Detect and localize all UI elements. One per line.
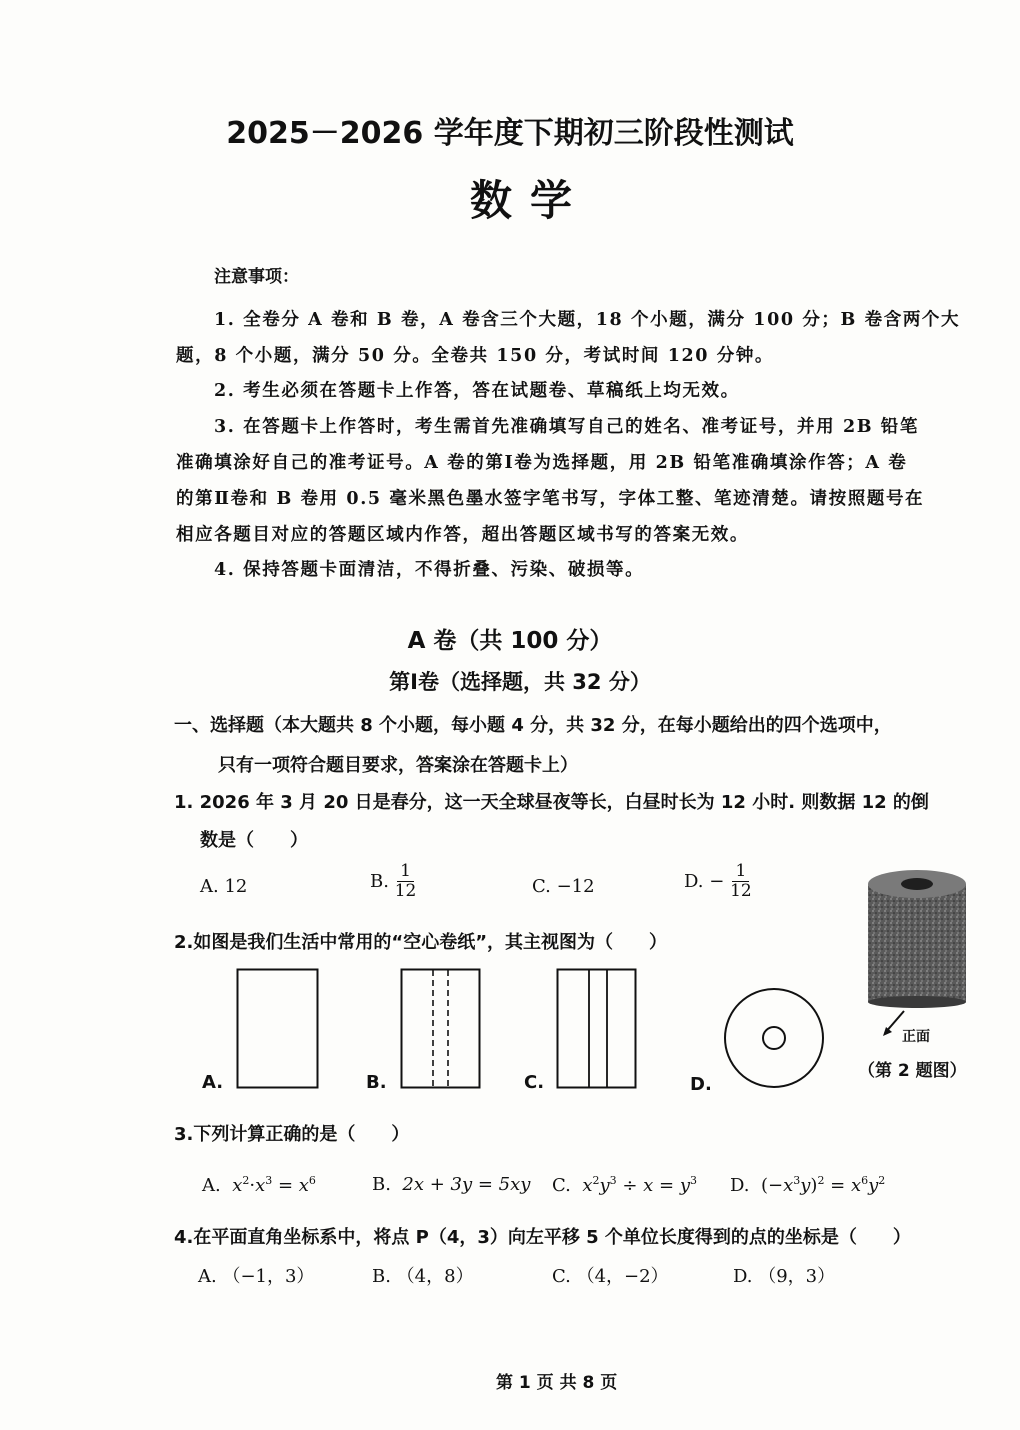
q2-option-c-label: C. xyxy=(524,1072,545,1093)
q4-text: 4.在平面直角坐标系中，将点 P（4，3）向左平移 5 个单位长度得到的点的坐标是（ ） xyxy=(174,1227,911,1248)
section-instructions-1: 一、选择题（本大题共 8 个小题，每小题 4 分，共 32 分，在每小题给出的四个选项中， xyxy=(174,715,892,736)
q3-option-c-label: C. xyxy=(552,1175,571,1196)
q3-text: 3.下列计算正确的是（ ） xyxy=(174,1124,410,1145)
q1-option-b-label: B. xyxy=(370,871,389,892)
notice-line-4: 3. 在答题卡上作答时，考生需首先准确填写自己的姓名、准考证号，并用 2B 铅笔 xyxy=(214,417,920,437)
q2-option-d-label: D. xyxy=(690,1074,712,1095)
notice-line-5: 准确填涂好自己的准考证号。A 卷的第Ⅰ卷为选择题，用 2B 铅笔准确填涂作答；A 卷 xyxy=(176,453,908,473)
q1-text-line1: 1. 2026 年 3 月 20 日是春分，这一天全球昼夜等长，白昼时长为 12 小时. 则数据 12 的倒 xyxy=(174,792,929,813)
q1-option-d-label: D. − xyxy=(684,871,725,892)
q3-option-b-expression: 2x + 3y = 5xy xyxy=(402,1174,531,1195)
q2-figure-caption: （第 2 题图） xyxy=(858,1061,967,1081)
q3-option-a-label: A. xyxy=(202,1175,221,1196)
q2-text: 2.如图是我们生活中常用的“空心卷纸”，其主视图为（ ） xyxy=(174,932,668,953)
notice-heading: 注意事项： xyxy=(214,267,299,287)
q1-option-a: A. 12 xyxy=(200,876,248,897)
volume-heading: A 卷（共 100 分） xyxy=(407,628,613,654)
exam-title: 2025－2026 学年度下期初三阶段性测试 xyxy=(226,116,794,151)
notice-line-7: 相应各题目对应的答题区域内作答，超出答题区域书写的答案无效。 xyxy=(176,525,749,545)
q1-d-numerator: 1 xyxy=(732,862,749,882)
q2-option-b-label: B. xyxy=(366,1072,387,1093)
q1-text-line2: 数是（ ） xyxy=(200,830,308,851)
q1-d-denominator: 12 xyxy=(730,881,752,901)
q4-option-c: C. （4，−2） xyxy=(552,1266,669,1287)
q4-option-d: D. （9，3） xyxy=(733,1266,836,1287)
q3-option-b xyxy=(372,1174,530,1195)
q1-b-denominator: 12 xyxy=(394,881,417,901)
notice-line-2: 题，8 个小题，满分 50 分。全卷共 150 分，考试时间 120 分钟。 xyxy=(176,346,775,366)
q1-option-b-fraction xyxy=(395,862,417,901)
q4-option-a: A. （−1，3） xyxy=(198,1266,315,1287)
q1-option-c: C. −12 xyxy=(532,876,595,897)
q3-option-b-label: B. xyxy=(372,1174,391,1195)
q2-option-b-figure xyxy=(400,968,482,1090)
notice-line-8: 4. 保持答题卡面清洁，不得折叠、污染、破损等。 xyxy=(214,560,645,580)
front-label: 正面 xyxy=(902,1029,930,1045)
q3-option-d-label: D. xyxy=(730,1175,750,1196)
notice-line-6: 的第Ⅱ卷和 B 卷用 0.5 毫米黑色墨水签字笔书写，字体工整、笔迹清楚。请按照题号在 xyxy=(176,489,925,509)
q2-option-d-figure xyxy=(722,986,826,1090)
toilet-roll-illustration xyxy=(860,868,972,1008)
q3-option-a: A. $x^2\cdot x^3 = x^6$ xyxy=(202,1174,316,1196)
q3-option-d: D. $(-x^3y)^2 = x^6y^2$ xyxy=(730,1174,886,1196)
q1-b-numerator: 1 xyxy=(397,862,414,882)
q1-option-b xyxy=(370,862,416,901)
subject-title: 数学 xyxy=(469,176,590,225)
q1-option-d-fraction xyxy=(730,862,752,901)
q4-option-b: B. （4，8） xyxy=(372,1266,474,1287)
notice-line-1: 1. 全卷分 A 卷和 B 卷，A 卷含三个大题，18 个小题，满分 100 分；B 卷含两个大 xyxy=(214,310,961,330)
section-instructions-2: 只有一项符合题目要求，答案涂在答题卡上） xyxy=(218,755,578,776)
part-heading: 第Ⅰ卷（选择题，共 32 分） xyxy=(389,670,651,694)
q3-option-c: C. $x^2y^3 \div x = y^3$ xyxy=(552,1174,698,1196)
page-number: 第 1 页 共 8 页 xyxy=(496,1373,618,1393)
notice-line-3: 2. 考生必须在答题卡上作答，答在试题卷、草稿纸上均无效。 xyxy=(214,381,740,401)
q2-option-a-figure xyxy=(236,968,320,1090)
q1-option-d xyxy=(684,862,752,901)
q2-option-c-figure xyxy=(556,968,638,1090)
q2-option-a-label: A. xyxy=(202,1072,224,1093)
